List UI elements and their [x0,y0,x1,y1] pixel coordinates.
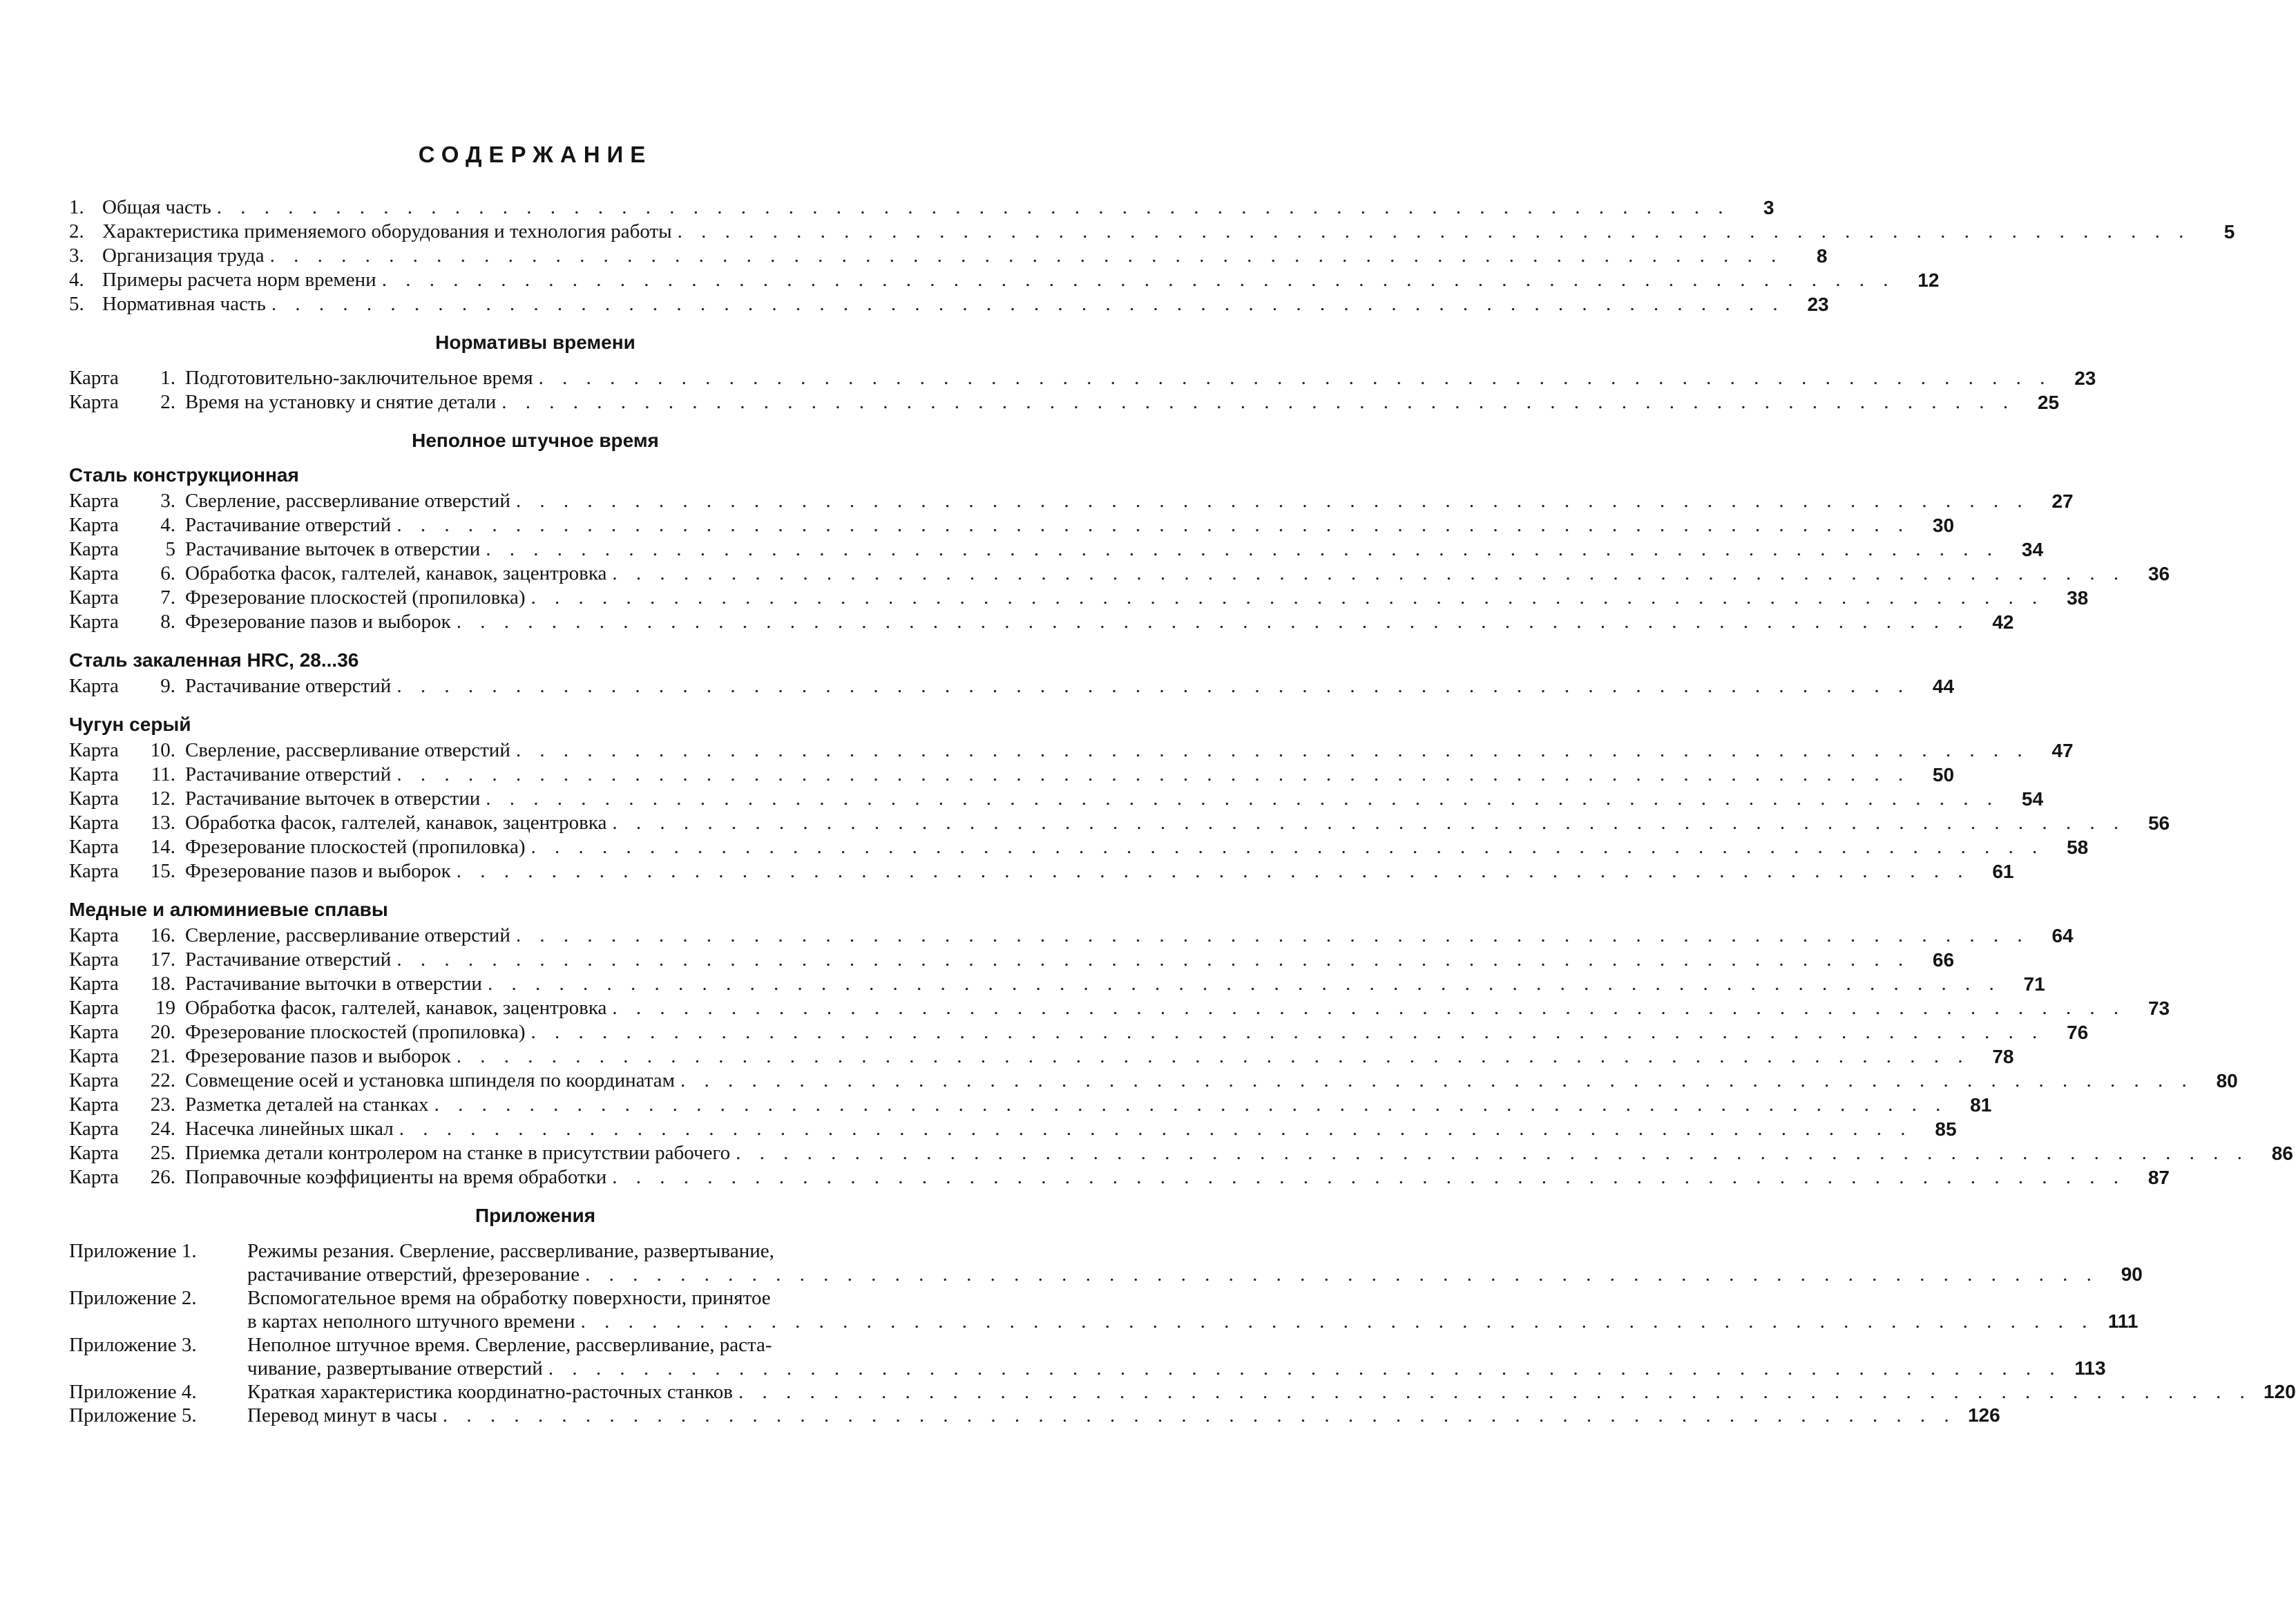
group-heading: Медные и алюминиевые сплавы [69,899,388,920]
page-number: 34 [2021,539,2044,560]
toc-entry [69,924,2074,948]
entry-number: 4. [69,269,84,291]
entry-label: Карта [69,787,119,810]
toc-entry [69,1093,1992,1117]
entry-title: Растачивание отверстий [185,514,392,536]
entry-line [247,1380,2296,1404]
entry-body [247,1380,2296,1404]
appendix-entry [69,1380,2296,1404]
leader-dots [443,1404,1956,1427]
entry-label: Карта [69,836,119,858]
toc-entry [69,1069,2238,1093]
entry-number: 15. [150,860,175,882]
entry-label: Карта [69,1142,119,1164]
page-number: 36 [2147,563,2170,584]
entry-title: Разметка деталей на станках [185,1094,429,1116]
page-number: 85 [1935,1118,1957,1140]
group-heading: Чугун серый [69,714,191,735]
leader-dots [738,1380,2252,1404]
entry-line [247,1239,2143,1263]
toc-entry [69,195,1774,220]
leader-dots [585,1263,2098,1286]
entry-number: 9. [160,675,175,697]
page-number: 8 [1816,245,1828,267]
leader-dots [396,948,1910,972]
page-number: 47 [2051,740,2074,761]
page-number: 25 [2037,392,2060,413]
entry-label: Карта [69,514,119,536]
entry-title: Сверление, рассверливание отверстий [185,739,510,761]
appendix-entry [69,1239,2143,1286]
entry-number: 6. [160,562,175,584]
toc-entry [69,268,1940,292]
leader-dots [581,1310,2094,1333]
toc-entry [69,674,1955,698]
entry-number: 10. [150,739,175,761]
page-number: 23 [1807,294,1829,315]
entry-number: 5 [165,538,175,560]
toc-entry [69,835,2089,859]
entry-title: Растачивание выточек в отверстии [185,538,481,560]
toc-entry [69,1020,2089,1044]
leader-dots [217,195,1730,220]
entry-title: Фрезерование пазов и выборок [185,1045,451,1067]
page-number: 113 [2074,1357,2106,1379]
page-number: 81 [1970,1094,1992,1116]
page-number: 56 [2147,812,2170,834]
leader-dots [530,586,2044,610]
leader-dots [270,244,1783,268]
leader-dots [516,738,2029,763]
entry-number: 26. [150,1166,175,1188]
page-number: 42 [1992,611,2014,633]
page-number: 66 [1932,949,1955,971]
toc-entry [69,811,2170,835]
leader-dots [486,787,1999,811]
entry-label: Карта [69,1045,119,1067]
page-number: 5 [2223,221,2235,242]
entry-number: 1. [160,367,175,389]
entry-number: 2. [160,391,175,413]
entry-label: Карта [69,367,119,389]
entry-title: Перевод минут в часы [247,1404,437,1426]
toc-entry [69,972,2045,996]
entry-title: Совмещение осей и установка шпинделя по координатам [185,1069,675,1091]
entry-number: 17. [150,948,175,971]
entry-label: Карта [69,538,119,560]
toc-entry [69,1044,2014,1069]
entry-number: 12. [150,787,175,810]
entry-line [247,1263,2143,1286]
toc-entry [69,390,2060,414]
page-number: 3 [1763,197,1774,218]
group-heading: Сталь закаленная HRC, 28...36 [69,649,359,671]
leader-dots [501,390,2015,414]
toc-entry [69,220,2235,244]
toc-entry [69,292,1829,316]
entry-label: Карта [69,1094,119,1116]
entry-label: Карта [69,860,119,882]
toc-entry [69,586,2089,610]
page-number: 71 [2023,973,2045,995]
leader-dots [612,1165,2125,1190]
entry-body [247,1286,2138,1333]
entry-number: 4. [160,514,175,536]
page-number: 126 [1967,1404,2000,1426]
leader-dots [530,835,2044,859]
leader-dots [612,996,2125,1020]
section-heading-piece-time: Неполное штучное время [412,430,659,451]
entry-title: Краткая характеристика координатно-расточных станков [247,1381,733,1403]
entry-label: Карта [69,611,119,633]
entry-title: Сверление, рассверливание отверстий [185,490,510,512]
entry-number: 24. [150,1118,175,1140]
leader-dots [457,859,1970,884]
entry-title: Растачивание отверстий [185,763,392,785]
entry-number: 2. [69,220,84,242]
leader-dots [548,1357,2062,1380]
entry-title: Растачивание выточек в отверстии [185,787,481,810]
entry-label: Карта [69,490,119,512]
entry-line [247,1357,2106,1380]
entry-number: 22. [150,1069,175,1091]
entry-number: 25. [150,1142,175,1164]
entry-label: Карта [69,675,119,697]
toc-entry [69,859,2014,884]
toc-entry [69,610,2014,634]
entry-title: чивание, развертывание отверстий [247,1357,543,1379]
entry-title: Фрезерование плоскостей (пропиловка) [185,836,526,858]
entry-title: Обработка фасок, галтелей, канавок, зацентровка [185,562,607,584]
entry-label: Карта [69,763,119,785]
page-number: 64 [2051,925,2074,946]
entry-number: 23. [150,1094,175,1116]
leader-dots [612,562,2125,586]
leader-dots [678,220,2191,244]
entry-title: Режимы резания. Сверление, рассверливание, развертывание, [247,1240,774,1262]
entry-title: Фрезерование пазов и выборок [185,611,451,633]
entry-label: Карта [69,586,119,609]
appendix-section [69,1239,2296,1427]
entry-title: Поправочные коэффициенты на время обработки [185,1166,607,1188]
leader-dots [399,1117,1913,1141]
entry-label: Карта [69,1069,119,1091]
entry-title: Фрезерование плоскостей (пропиловка) [185,586,526,609]
entry-label: Карта [69,973,119,995]
entry-title: Неполное штучное время. Сверление, рассверливание, раста- [247,1334,772,1356]
toc-entry [69,513,1955,537]
page-number: 61 [1992,861,2014,882]
entry-title: Вспомогательное время на обработку поверхности, принятое [247,1287,771,1309]
toc-entry [69,537,2044,562]
entry-label: Карта [69,948,119,971]
toc-entry [69,366,2096,390]
leader-dots [516,924,2029,948]
entry-label: Приложение 2. [69,1287,197,1309]
page-number: 90 [2121,1263,2143,1285]
entry-label: Карта [69,739,119,761]
entry-line [247,1404,2000,1427]
section-heading-norms: Нормативы времени [435,332,635,353]
entry-title: Характеристика применяемого оборудования и технология работы [102,220,672,242]
entry-label: Карта [69,1118,119,1140]
toc-entry [69,763,1955,787]
entry-title: Примеры расчета норм времени [102,269,376,291]
page-number: 80 [2216,1070,2238,1091]
entry-title: Приемка детали контролером на станке в присутствии рабочего [185,1142,731,1164]
entry-line [247,1310,2138,1333]
page-number: 38 [2067,587,2089,609]
entry-number: 3. [69,245,84,267]
entry-body [247,1404,2000,1427]
entry-number: 7. [160,586,175,609]
entry-label: Карта [69,1166,119,1188]
leader-dots [488,972,2001,996]
toc-entry [69,1141,2293,1165]
entry-number: 20. [150,1021,175,1043]
leader-dots [612,811,2125,835]
toc-entry [69,244,1828,268]
page-number: 12 [1917,269,1940,291]
entry-line [247,1286,2138,1310]
toc-entry [69,787,2044,811]
page-number: 54 [2021,788,2044,810]
toc-entry [69,489,2074,513]
page-number: 73 [2147,997,2170,1019]
entry-label: Карта [69,562,119,584]
appendix-entry [69,1286,2139,1333]
leader-dots [434,1093,1948,1117]
entry-label: Приложение 1. [69,1240,197,1262]
entry-title: Растачивание отверстий [185,675,392,697]
page-number: 86 [2271,1143,2293,1164]
entry-number: 8. [160,611,175,633]
entry-label: Приложение 3. [69,1334,197,1356]
leader-dots [486,537,1999,562]
entry-number: 18. [150,973,175,995]
entry-number: 3. [160,490,175,512]
entry-title: Обработка фасок, галтелей, канавок, зацентровка [185,812,607,834]
leader-dots [530,1020,2044,1044]
entry-number: 11. [151,763,175,785]
entry-number: 19 [155,997,175,1019]
entry-title: в картах неполного штучного времени [247,1310,575,1333]
entry-number: 1. [69,196,84,218]
entry-title: Организация труда [102,245,265,267]
table-of-contents [69,142,2296,1427]
leader-dots [680,1069,2194,1093]
toc-entry [69,1165,2170,1190]
page-number: 78 [1992,1046,2014,1067]
entry-title: растачивание отверстий, фрезерование [247,1263,580,1286]
page-number: 44 [1932,676,1955,697]
entry-title: Общая часть [102,196,211,218]
leader-dots [516,489,2029,513]
leader-dots [382,268,1895,292]
entry-title: Обработка фасок, галтелей, канавок, зацентровка [185,997,607,1019]
section-heading-appendix: Приложения [475,1205,596,1226]
page-number: 111 [2107,1310,2139,1332]
toc-entry [69,562,2170,586]
leader-dots [396,674,1910,698]
entry-title: Время на установку и снятие детали [185,391,497,413]
leader-dots [396,513,1910,537]
leader-dots [457,610,1970,634]
page-number: 23 [2074,367,2096,389]
leader-dots [457,1044,1970,1069]
entry-label: Приложение 4. [69,1381,197,1403]
page-number: 87 [2147,1167,2170,1188]
entry-title: Фрезерование пазов и выборок [185,860,451,882]
entry-label: Карта [69,1021,119,1043]
general-section [69,195,2235,316]
entry-label: Карта [69,812,119,834]
page-number: 76 [2067,1022,2089,1043]
piece-time-section [69,464,2293,1190]
entry-number: 16. [150,924,175,946]
norms-section [69,366,2096,414]
entry-number: 21. [150,1045,175,1067]
entry-number: 5. [69,293,84,315]
leader-dots [539,366,2052,390]
page-number: 58 [2067,837,2089,858]
page-number: 120 [2263,1381,2296,1402]
entry-title: Подготовительно-заключительное время [185,367,533,389]
appendix-entry [69,1333,2106,1380]
group-heading: Сталь конструкционная [69,464,299,486]
entry-title: Фрезерование плоскостей (пропиловка) [185,1021,526,1043]
entry-title: Растачивание отверстий [185,948,392,971]
leader-dots [736,1141,2249,1165]
page-title: СОДЕРЖАНИЕ [418,142,653,167]
page-number: 50 [1932,764,1955,785]
entry-title: Насечка линейных шкал [185,1118,394,1140]
page-number: 27 [2051,490,2074,512]
page-number: 30 [1932,515,1955,536]
toc-entry [69,996,2170,1020]
entry-title: Растачивание выточки в отверстии [185,973,482,995]
entry-number: 14. [150,836,175,858]
toc-entry [69,948,1955,972]
entry-body [247,1239,2143,1286]
entry-label: Карта [69,997,119,1019]
entry-body [247,1333,2106,1380]
appendix-entry [69,1404,2000,1427]
entry-line [247,1333,2106,1357]
leader-dots [396,763,1910,787]
entry-number: 13. [150,812,175,834]
entry-label: Карта [69,924,119,946]
entry-title: Сверление, рассверливание отверстий [185,924,510,946]
entry-label: Карта [69,391,119,413]
toc-entry [69,738,2074,763]
entry-title: Нормативная часть [102,293,266,315]
leader-dots [271,292,1785,316]
toc-entry [69,1117,1957,1141]
entry-label: Приложение 5. [69,1404,197,1426]
